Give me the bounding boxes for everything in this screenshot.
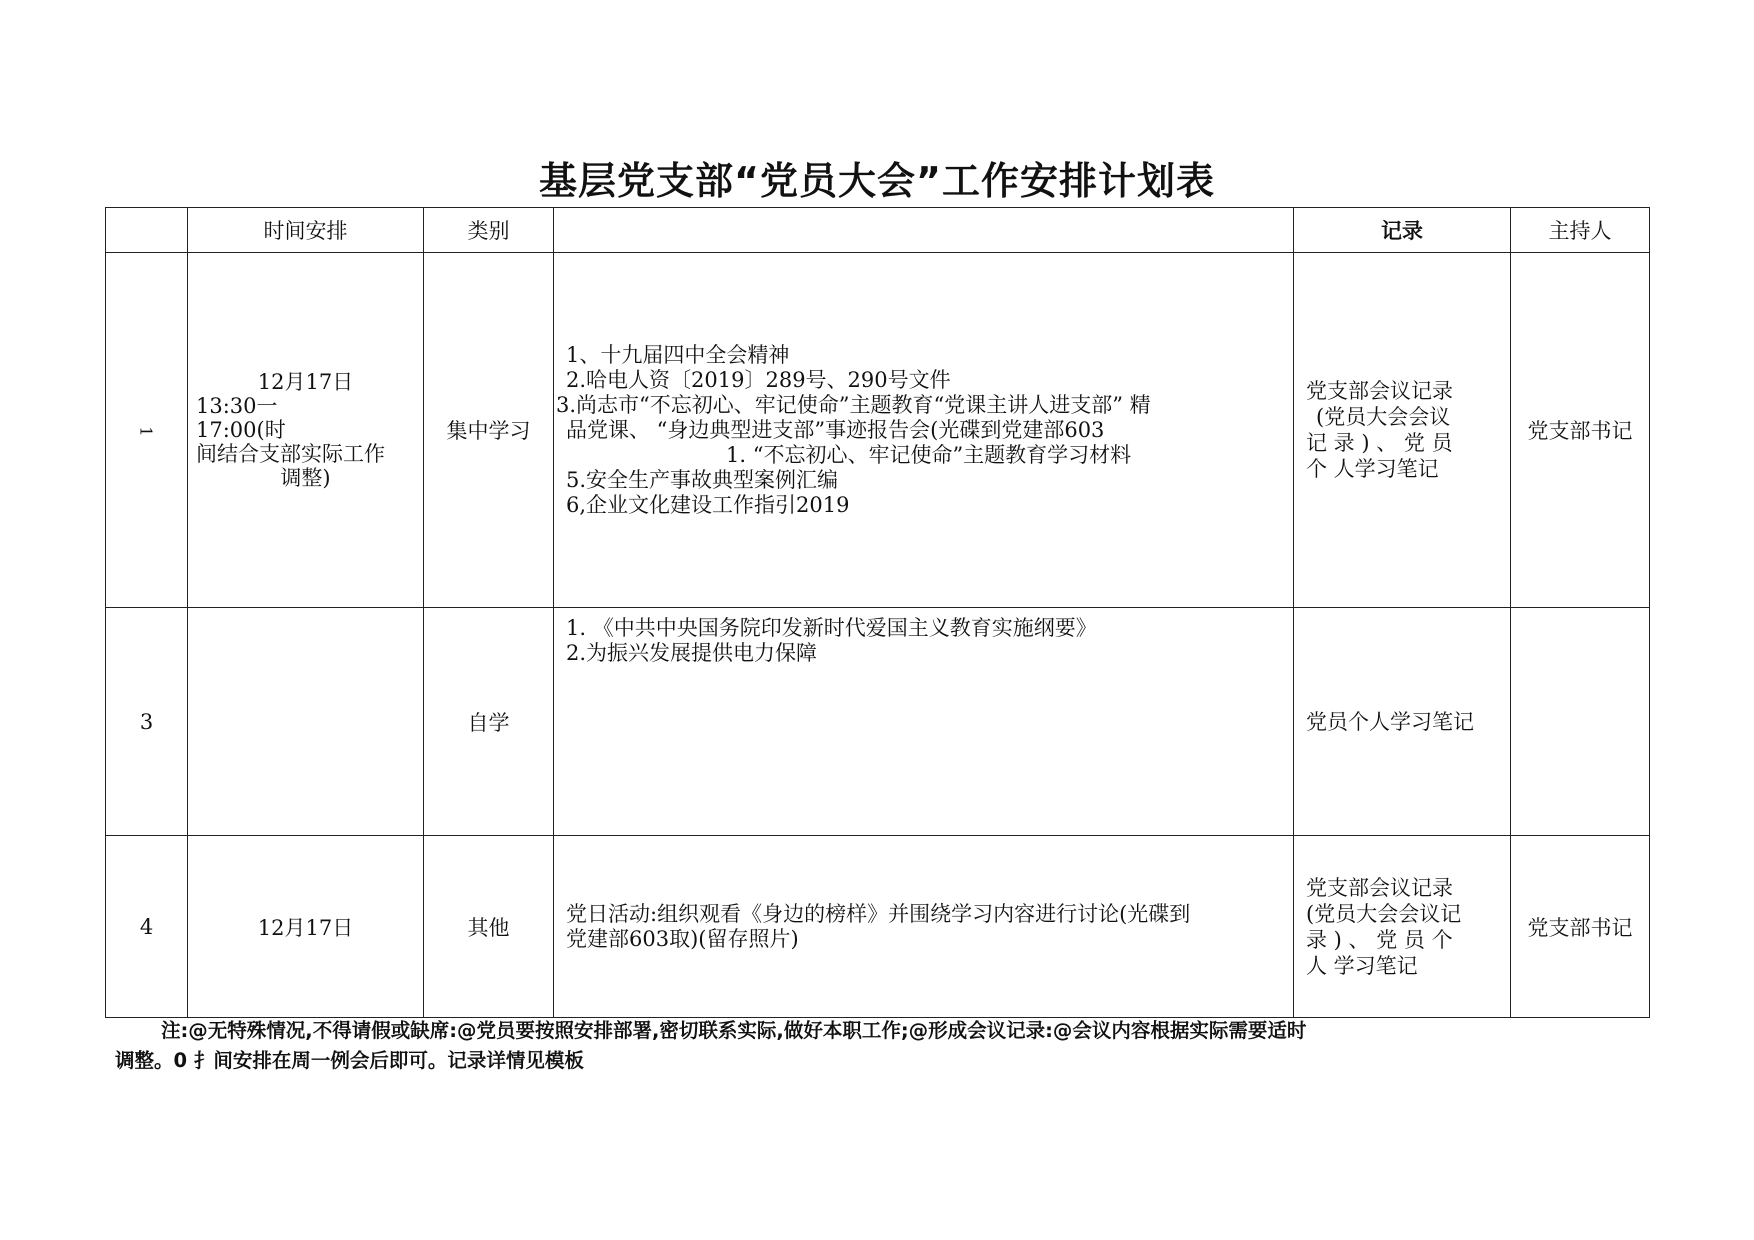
header-content <box>554 208 1294 253</box>
time-line: 13:30一 <box>196 394 278 418</box>
host-cell <box>1511 608 1650 836</box>
record-cell <box>1294 253 1511 608</box>
page-title: 基层党支部“党员大会”工作安排计划表 <box>539 159 1215 203</box>
content-cell <box>554 836 1294 1018</box>
host-cell: 党支部书记 <box>1511 253 1650 608</box>
table-row <box>106 253 1650 608</box>
record-line: 录 ) 、 党 员 个 <box>1306 927 1453 952</box>
content-line: 1. “不忘初心、牢记使命”主题教育学习材料 <box>726 442 1132 467</box>
content-line: 1. 《中共中央国务院印发新时代爱国主义教育实施纲要》 <box>566 616 1097 640</box>
row-number-cell <box>106 253 188 608</box>
category-cell: 自学 <box>424 608 554 836</box>
table-row <box>106 608 1650 836</box>
time-line: 12月17日 <box>257 370 354 394</box>
header-record: 记录 <box>1294 208 1511 253</box>
footnote <box>115 1016 1635 1076</box>
record-line: 党员个人学习笔记 <box>1306 709 1474 734</box>
record-line: 人 学习笔记 <box>1306 953 1418 978</box>
record-line: 党支部会议记录 <box>1306 379 1453 403</box>
header-category: 类别 <box>424 208 554 253</box>
content-line: 1、十九届四中全会精神 <box>566 342 790 367</box>
content-line: 2.哈电人资〔2019〕289号、290号文件 <box>566 367 951 392</box>
schedule-table <box>105 207 1650 1018</box>
content-line: 2.为振兴发展提供电力保障 <box>566 641 818 665</box>
footnote-line: 注:@无特殊情况,不得请假或缺席:@党员要按照安排部署,密切联系实际,做好本职工作;@形成会议记录:@会议内容根据实际需要适时 <box>161 1019 1307 1042</box>
record-line: 记 录 ) 、 党 员 <box>1306 431 1453 455</box>
row-number: 1 <box>137 426 156 437</box>
header-num <box>106 208 188 253</box>
time-line: 调整) <box>280 466 331 490</box>
content-line: 党日活动:组织观看《身边的榜样》并围绕学习内容进行讨论(光碟到 <box>566 901 1191 926</box>
row-number-cell: 4 <box>106 836 188 1018</box>
table-header-row <box>106 208 1650 253</box>
content-line: 品党课、 “身边典型进支部”事迹报告会(光碟到党建部603 <box>566 417 1105 442</box>
content-line: 3.尚志市“不忘初心、牢记使命”主题教育“党课主讲人进支部” 精 <box>556 392 1151 417</box>
content-cell <box>554 608 1294 836</box>
content-cell <box>554 253 1294 608</box>
row-number-cell: 3 <box>106 608 188 836</box>
record-line: 党支部会议记录 <box>1306 875 1453 900</box>
time-cell <box>188 253 424 608</box>
footnote-line: 调整。0 扌间安排在周一例会后即可。记录详情见模板 <box>115 1049 584 1072</box>
content-line: 党建部603取)(留存照片) <box>566 926 799 951</box>
header-time: 时间安排 <box>188 208 424 253</box>
time-cell <box>188 608 424 836</box>
content-line: 6,企业文化建设工作指引2019 <box>566 492 850 517</box>
time-cell: 12月17日 <box>188 836 424 1018</box>
record-line: 个 人学习笔记 <box>1306 457 1439 481</box>
time-line: 17:00(时 <box>196 418 286 442</box>
table-row <box>106 836 1650 1018</box>
record-line: (党员大会会议记 <box>1306 901 1462 926</box>
content-line: 5.安全生产事故典型案例汇编 <box>566 467 839 492</box>
category-cell: 集中学习 <box>424 253 554 608</box>
record-cell <box>1294 836 1511 1018</box>
host-cell: 党支部书记 <box>1511 836 1650 1018</box>
category-cell: 其他 <box>424 836 554 1018</box>
record-cell <box>1294 608 1511 836</box>
time-line: 间结合支部实际工作 <box>196 442 385 466</box>
header-host: 主持人 <box>1511 208 1650 253</box>
record-line: (党员大会会议 <box>1316 405 1451 429</box>
